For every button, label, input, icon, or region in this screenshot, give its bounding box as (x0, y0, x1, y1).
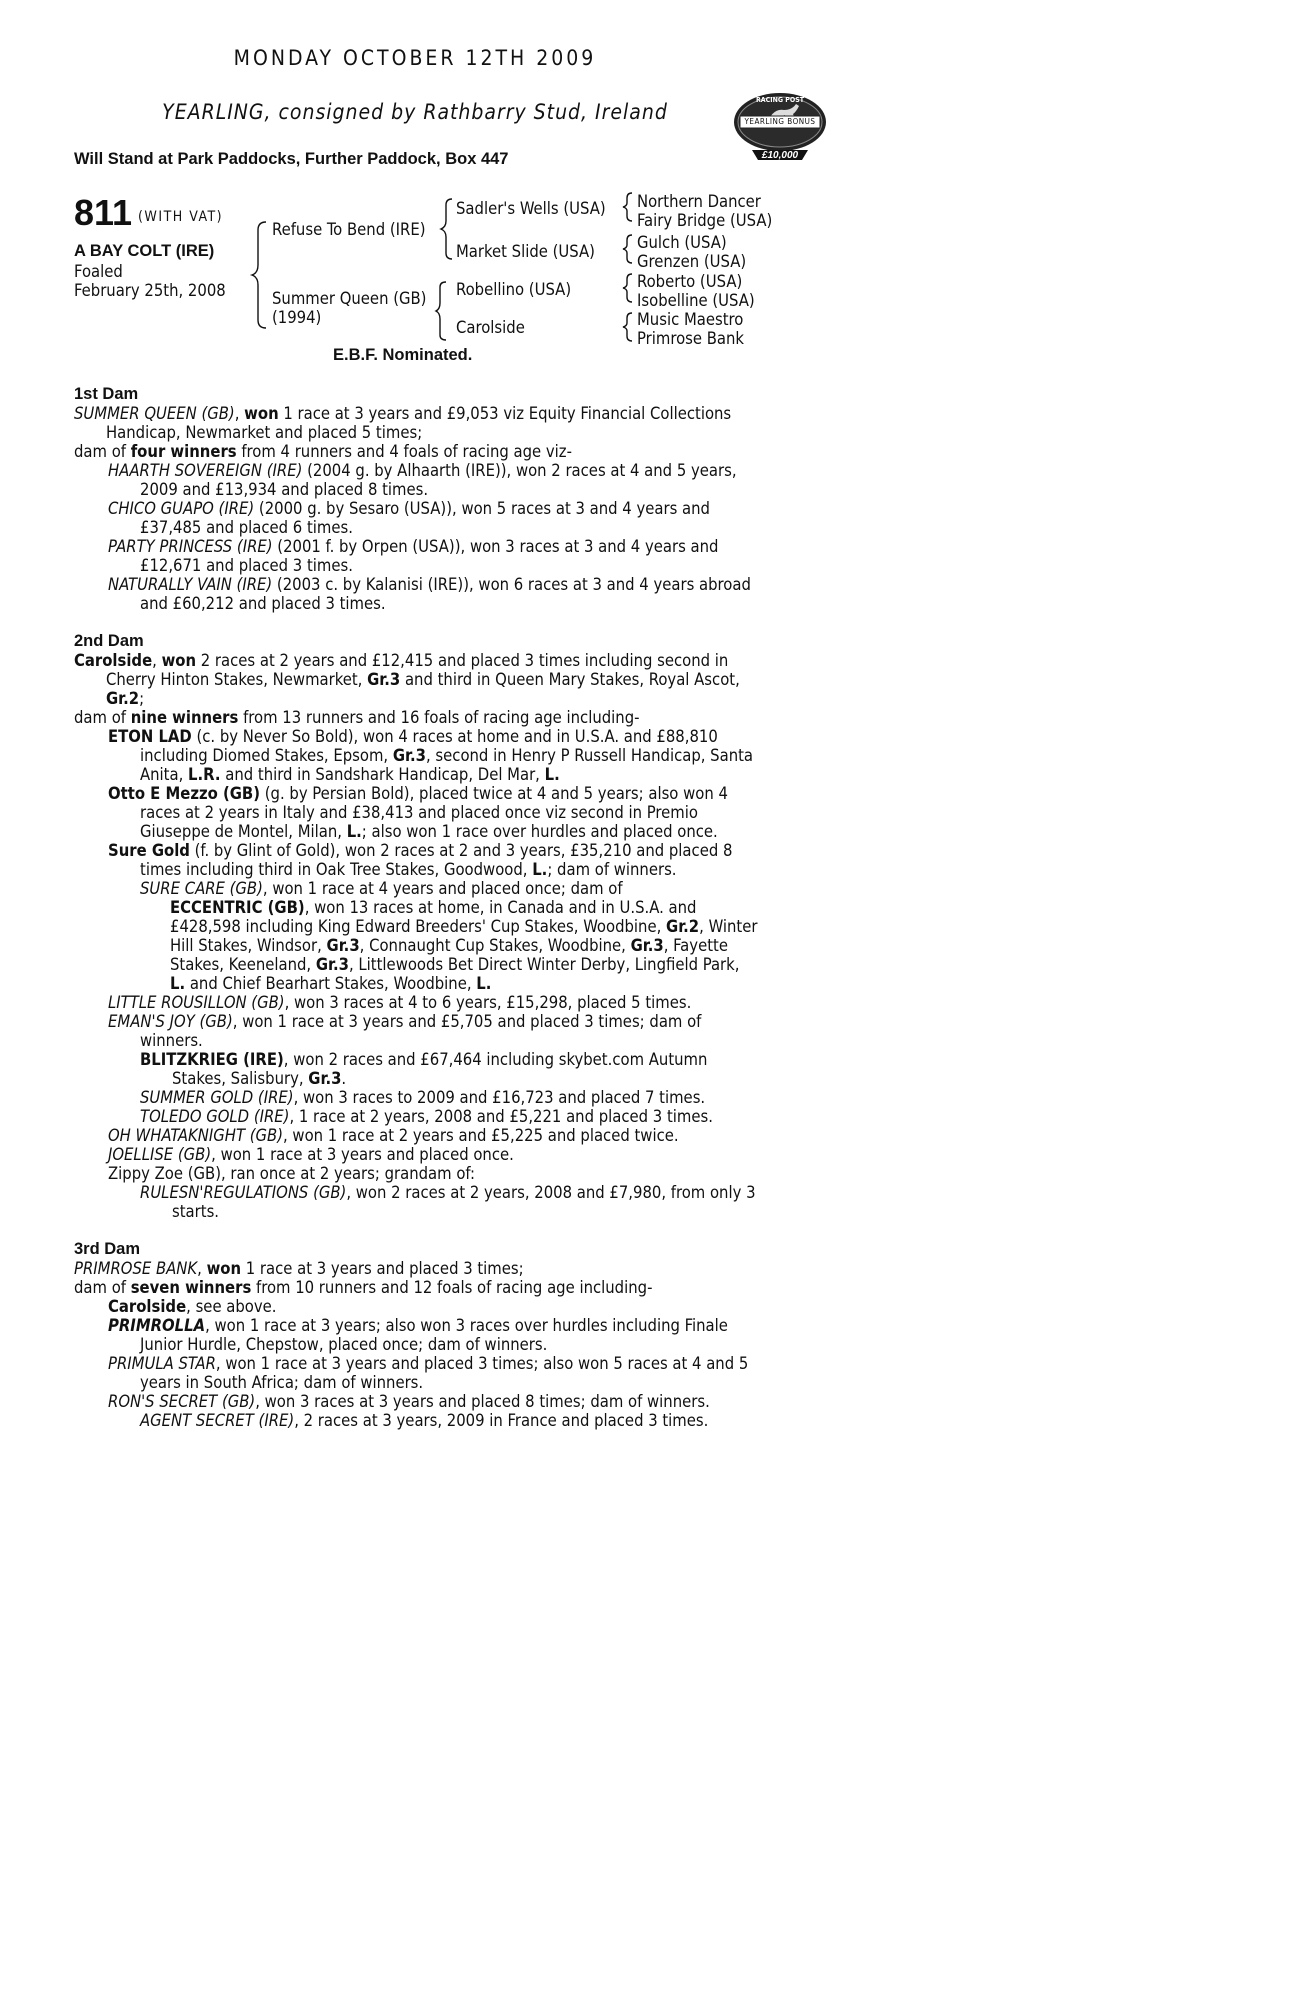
dam-sire-dam: Isobelline (USA) (637, 291, 755, 310)
catalogue-body (74, 385, 758, 1430)
lot-description: A BAY COLT (IRE) (74, 242, 215, 260)
produce-entry: ETON LAD (c. by Never So Bold), won 4 races at home and in U.S.A. and £88,810 including Diomed Stakes, Epsom, Gr.3, second in Henry P Russell Handicap, Santa Anita, L.R. and third in Sandshark Handicap, Del Mar, L. (108, 727, 754, 784)
foaled-date: February 25th, 2008 (74, 281, 226, 300)
foaled-label: Foaled (74, 262, 123, 281)
produce-entry: RON'S SECRET (GB), won 3 races at 3 years and placed 8 times; dam of winners. (108, 1392, 710, 1411)
produce-entry: Sure Gold (f. by Glint of Gold), won 2 races at 2 and 3 years, £35,210 and placed 8 times including third in Oak Tree Stakes, Goodwood, L.; dam of winners. (108, 841, 733, 879)
sire: Refuse To Bend (IRE) (272, 220, 426, 239)
produce-entry: PRIMROLLA, won 1 race at 3 years; also won 3 races over hurdles including Finale Junior Hurdle, Chepstow, placed once; dam of winners. (108, 1316, 728, 1354)
third-dam-produce-summary: dam of seven winners from 10 runners and 12 foals of racing age including- (74, 1278, 653, 1297)
ebf-note: E.B.F. Nominated. (333, 346, 473, 364)
produce-entry: LITTLE ROUSILLON (GB), won 3 races at 4 to 6 years, £15,298, placed 5 times. (108, 993, 692, 1012)
produce-entry: OH WHATAKNIGHT (GB), won 1 race at 2 years and £5,225 and placed twice. (108, 1126, 679, 1145)
produce-entry: ECCENTRIC (GB), won 13 races at home, in Canada and in U.S.A. and £428,598 including King Edward Breeders' Cup Stakes, Woodbine, Gr.2, Winter Hill Stakes, Windsor, Gr.3, Connaught Cup Stakes, Woodbine, Gr.3, Fayette Stakes, Keeneland, Gr.3, Littlewoods Bet Direct Winter Derby, Lingfield Park, L. and Chief Bearhart Stakes, Woodbine, L. (170, 898, 758, 993)
produce-entry: CHICO GUAPO (IRE) (2000 g. by Sesaro (USA)), won 5 races at 3 and 4 years and £37,485 and placed 6 times. (108, 499, 710, 537)
dam-dam: Carolside (456, 318, 525, 337)
first-dam-produce-summary: dam of four winners from 4 runners and 4 foals of racing age viz- (74, 442, 572, 461)
second-dam-entry: Carolside, won 2 races at 2 years and £12,415 and placed 3 times including second in Cherry Hinton Stakes, Newmarket, Gr.3 and third in Queen Mary Stakes, Royal Ascot, Gr.2; (74, 651, 740, 708)
third-dam-heading: 3rd Dam (74, 1240, 141, 1258)
third-dam-entry: PRIMROSE BANK, won 1 race at 3 years and placed 3 times; (74, 1259, 524, 1278)
produce-entry: PRIMULA STAR, won 1 race at 3 years and placed 3 times; also won 5 races at 4 and 5 years in South Africa; dam of winners. (108, 1354, 749, 1392)
dam-year: (1994) (272, 308, 322, 327)
sire-dam-dam: Grenzen (USA) (637, 252, 747, 271)
lot-number: 811 (74, 192, 133, 233)
produce-entry: JOELLISE (GB), won 1 race at 3 years and placed once. (108, 1145, 514, 1164)
first-dam-heading: 1st Dam (74, 385, 139, 403)
produce-entry: EMAN'S JOY (GB), won 1 race at 3 years and £5,705 and placed 3 times; dam of winners. (108, 1012, 702, 1050)
vat-note: (WITH VAT) (138, 209, 224, 225)
produce-entry: BLITZKRIEG (IRE), won 2 races and £67,464 including skybet.com Autumn Stakes, Salisbury, Gr.3. (140, 1050, 708, 1088)
sire-sire-dam: Fairy Bridge (USA) (637, 211, 773, 230)
sale-date: MONDAY OCTOBER 12TH 2009 (233, 46, 597, 70)
dam: Summer Queen (GB) (272, 289, 427, 308)
stand-location: Will Stand at Park Paddocks, Further Paddock, Box 447 (74, 150, 509, 168)
sire-sire-sire: Northern Dancer (637, 192, 761, 211)
first-dam-entry: SUMMER QUEEN (GB), won 1 race at 3 years and £9,053 viz Equity Financial Collections Handicap, Newmarket and placed 5 times; (74, 404, 732, 442)
sire-sire: Sadler's Wells (USA) (456, 199, 606, 218)
produce-entry: AGENT SECRET (IRE), 2 races at 3 years, 2009 in France and placed 3 times. (140, 1411, 709, 1430)
produce-entry: HAARTH SOVEREIGN (IRE) (2004 g. by Alhaarth (IRE)), won 2 races at 4 and 5 years, 2009 and £13,934 and placed 8 times. (108, 461, 737, 499)
sire-dam-sire: Gulch (USA) (637, 233, 727, 252)
produce-entry: RULESN'REGULATIONS (GB), won 2 races at 2 years, 2008 and £7,980, from only 3 starts. (140, 1183, 756, 1221)
produce-entry: Otto E Mezzo (GB) (g. by Persian Bold), placed twice at 4 and 5 years; also won 4 races at 2 years in Italy and £38,413 and placed once viz second in Premio Giuseppe de Montel, Milan, L.; also won 1 race over hurdles and placed once. (108, 784, 728, 841)
badge-amount: £10,000 (761, 150, 799, 161)
dam-sire-sire: Roberto (USA) (637, 272, 743, 291)
badge-top-text: RACING POST (755, 96, 805, 104)
produce-entry: SURE CARE (GB), won 1 race at 4 years and placed once; dam of (140, 879, 623, 898)
consignment-line: YEARLING, consigned by Rathbarry Stud, Ireland (162, 100, 668, 124)
second-dam-produce-summary: dam of nine winners from 13 runners and 16 foals of racing age including- (74, 708, 640, 727)
second-dam-heading: 2nd Dam (74, 632, 144, 650)
produce-entry: Carolside, see above. (108, 1297, 277, 1316)
sire-dam: Market Slide (USA) (456, 242, 595, 261)
badge-mid-text: YEARLING BONUS (744, 117, 816, 126)
dam-sire: Robellino (USA) (456, 280, 572, 299)
produce-entry: PARTY PRINCESS (IRE) (2001 f. by Orpen (USA)), won 3 races at 3 and 4 years and £12,671 and placed 3 times. (108, 537, 719, 575)
produce-entry: TOLEDO GOLD (IRE), 1 race at 2 years, 2008 and £5,221 and placed 3 times. (140, 1107, 713, 1126)
produce-entry: Zippy Zoe (GB), ran once at 2 years; grandam of: (108, 1164, 476, 1183)
produce-entry: SUMMER GOLD (IRE), won 3 races to 2009 and £16,723 and placed 7 times. (140, 1088, 706, 1107)
produce-entry: NATURALLY VAIN (IRE) (2003 c. by Kalanisi (IRE)), won 6 races at 3 and 4 years abroad and £60,212 and placed 3 times. (108, 575, 751, 613)
dam-dam-dam: Primrose Bank (637, 329, 745, 348)
dam-dam-sire: Music Maestro (637, 310, 744, 329)
